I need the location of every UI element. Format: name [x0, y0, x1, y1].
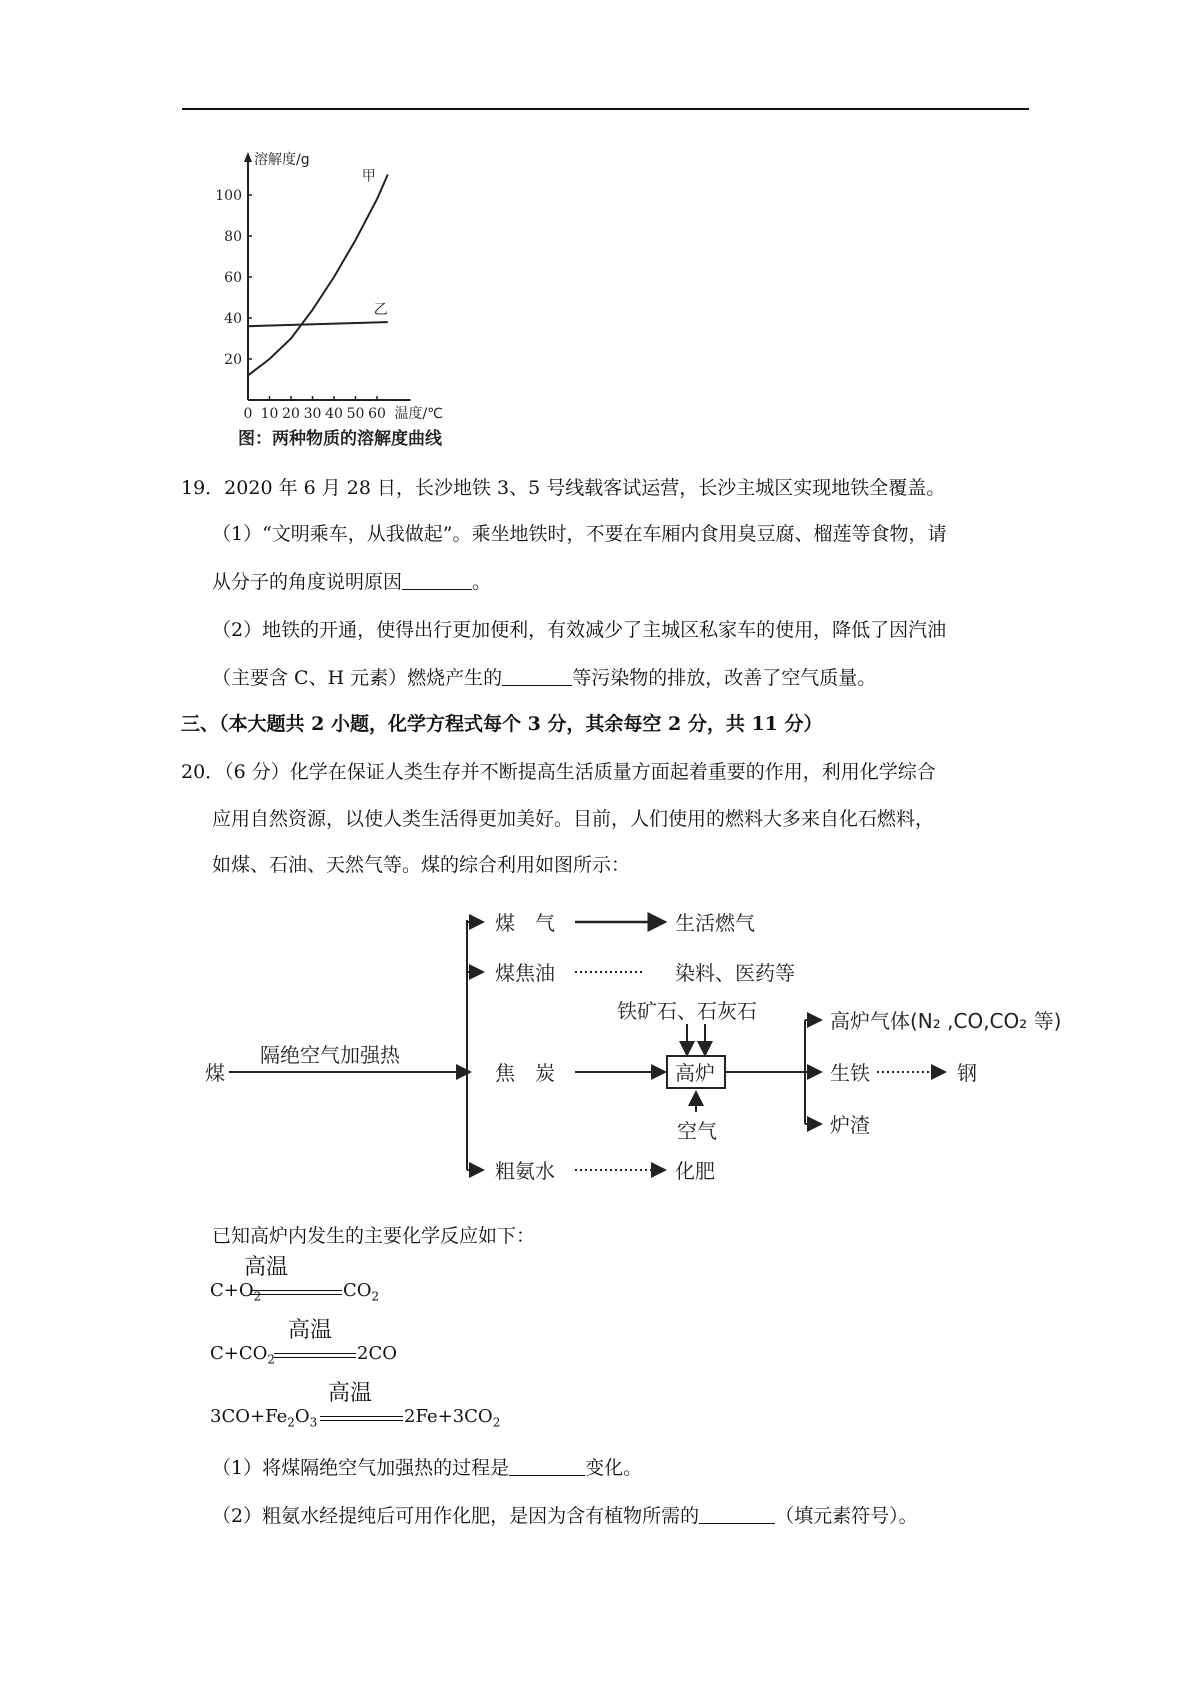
eq1-right: $CO_2$	[343, 1280, 380, 1304]
q20-sub1	[212, 1456, 642, 1480]
eq3-equals	[320, 1416, 403, 1421]
diagram-slag: 炉渣	[830, 1113, 870, 1137]
eq2-equals	[274, 1353, 356, 1358]
q20-sub2-end: （填元素符号）。	[775, 1505, 918, 1527]
chart-x-tick-label: 60	[368, 406, 386, 422]
chart-series-label-2: 乙	[373, 302, 388, 319]
q19-p1-end: 。	[472, 571, 492, 593]
diagram-process: 隔绝空气加强热	[260, 1043, 400, 1067]
diagram-ore: 铁矿石、石灰石	[617, 999, 757, 1023]
q19-p2-line2	[212, 666, 876, 690]
chart-y-tick-label: 20	[224, 352, 242, 368]
chart-y-axis-arrow	[244, 152, 252, 162]
eq1-condition: 高温	[244, 1255, 289, 1280]
q20-known-text: 已知高炉内发生的主要化学反应如下：	[212, 1225, 536, 1247]
chart-x-tick-label: 20	[282, 406, 300, 422]
chart-y-tick-label: 80	[224, 229, 242, 245]
chart-y-tick-label: 40	[224, 311, 242, 327]
q19-answer-blank-1[interactable]	[402, 571, 472, 590]
chart-x-tick-label: 0	[243, 406, 253, 422]
q20-answer-blank-1[interactable]	[509, 1457, 585, 1476]
chart-y-tick-label: 60	[224, 270, 242, 286]
diagram-furnace-gas: 高炉气体(N₂ ,CO,CO₂ 等)	[830, 1009, 1062, 1033]
q19-p1-line2	[212, 570, 491, 594]
q19-p1-line1: （1）“文明乘车，从我做起”。乘坐地铁时，不要在车厢内食用臭豆腐、榴莲等食物，请	[212, 523, 947, 545]
eq3-right: $2Fe+3CO_2$	[404, 1406, 501, 1430]
q20-sub1-end: 变化。	[585, 1457, 643, 1479]
q19-p2-end: 等污染物的排放，改善了空气质量。	[572, 667, 877, 689]
eq2-condition: 高温	[288, 1318, 333, 1343]
diagram-fertilizer: 化肥	[675, 1159, 715, 1183]
diagram-coke: 焦 炭	[495, 1061, 555, 1085]
chart-y-label: 溶解度/g	[254, 152, 310, 168]
eq3-left: $3CO+Fe_2O_3$	[210, 1406, 318, 1430]
chart-x-tick-label: 30	[303, 406, 322, 422]
diagram-ammonia: 粗氨水	[495, 1159, 555, 1183]
eq2-right: 2CO	[357, 1343, 397, 1364]
chart-x-tick-label: 10	[260, 406, 279, 422]
q20-sub2-text: （2）粗氨水经提纯后可用作化肥，是因为含有植物所需的	[212, 1505, 700, 1527]
q20-sub2	[212, 1504, 918, 1528]
coal-utilization-diagram	[205, 900, 1165, 1200]
eq1-equals	[250, 1290, 342, 1295]
q20-sub1-text: （1）将煤隔绝空气加强热的过程是	[212, 1457, 510, 1479]
q20-answer-blank-2[interactable]	[699, 1505, 775, 1524]
chart-y-tick-label: 100	[215, 188, 242, 204]
eq2-left: $C+CO_2$	[210, 1343, 276, 1367]
q20-stem-line1: 20．（6 分）化学在保证人类生存并不断提高生活质量方面起着重要的作用，利用化学综合	[181, 761, 936, 783]
diagram-air: 空气	[677, 1119, 717, 1143]
q19-p2-line1: （2）地铁的开通，使得出行更加便利，有效减少了主城区私家车的使用，降低了因汽油	[212, 619, 947, 641]
diagram-coal: 煤	[205, 1061, 225, 1085]
q19-p2-text: （主要含 C、H 元素）燃烧产生的	[212, 667, 503, 689]
chart-caption: 图：两种物质的溶解度曲线	[238, 429, 442, 449]
chart-x-tick-label: 50	[346, 406, 365, 422]
q19-answer-blank-2[interactable]	[502, 667, 572, 686]
top-rule	[182, 108, 1029, 110]
q20-stem-line2: 应用自然资源，以使人类生活得更加美好。目前，人们使用的燃料大多来自化石燃料，	[212, 808, 935, 830]
diagram-gas-use: 生活燃气	[675, 911, 755, 935]
eq3-condition: 高温	[328, 1381, 373, 1406]
q20-stem-line3: 如煤、石油、天然气等。煤的综合利用如图所示：	[212, 854, 631, 876]
chart-series-line-2	[248, 322, 388, 326]
chart-x-label: 温度/℃	[394, 406, 443, 422]
eq1-left: $C+O_2$	[210, 1280, 262, 1304]
section-3-heading: 三、（本大题共 2 小题，化学方程式每个 3 分，其余每空 2 分，共 11 分）	[181, 713, 823, 735]
diagram-furnace: 高炉	[675, 1061, 715, 1085]
diagram-gas: 煤 气	[495, 911, 555, 935]
chart-series-label-1: 甲	[361, 168, 376, 185]
solubility-chart	[210, 150, 470, 460]
q19-p1-text: 从分子的角度说明原因	[212, 571, 403, 593]
diagram-tar-use: 染料、医药等	[675, 961, 795, 985]
chart-series-line-1	[248, 175, 388, 376]
diagram-steel: 钢	[957, 1061, 977, 1085]
q19-stem: 19．2020 年 6 月 28 日，长沙地铁 3、5 号线载客试运营，长沙主城区实现地铁全覆盖。	[181, 477, 946, 499]
diagram-pig-iron: 生铁	[830, 1061, 870, 1085]
chart-x-tick-label: 40	[325, 406, 343, 422]
diagram-tar: 煤焦油	[495, 961, 555, 985]
